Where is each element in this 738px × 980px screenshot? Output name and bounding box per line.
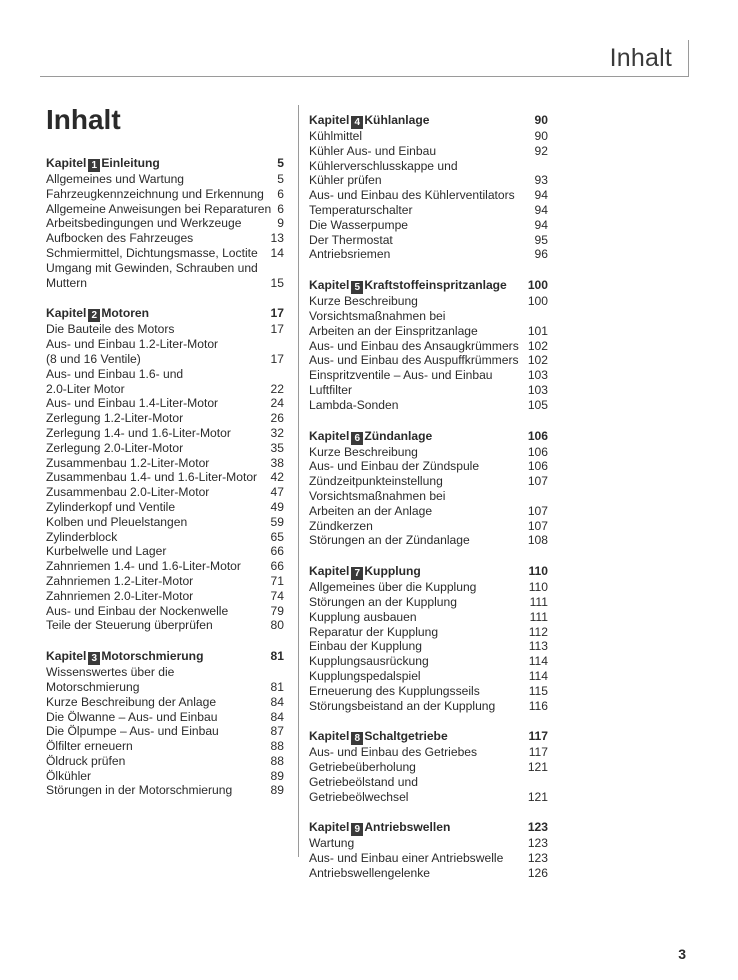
toc-entry[interactable] — [46, 665, 284, 680]
toc-entry-page: 38 — [270, 455, 284, 470]
toc-entry-title: Erneuerung des Kupplungsseils — [309, 683, 480, 698]
chapter-prefix: Kapitel — [309, 113, 350, 127]
toc-entry[interactable] — [46, 411, 284, 426]
chapter-heading[interactable] — [46, 156, 284, 172]
toc-entry[interactable] — [309, 836, 548, 851]
toc-entry[interactable] — [309, 610, 548, 625]
toc-entry-title: Aus- und Einbau des Auspuffkrümmers — [309, 353, 519, 368]
toc-entry-title: Getriebeüberholung — [309, 760, 416, 775]
toc-entry-title: Kupplung ausbauen — [309, 609, 417, 624]
toc-entry[interactable] — [46, 172, 284, 187]
toc-entry-title: Die Ölpumpe – Aus- und Einbau — [46, 724, 219, 739]
toc-entry[interactable] — [46, 739, 284, 754]
chapter-title: Kraftstoffeinspritzanlage — [364, 278, 507, 293]
toc-entry-title: Temperaturschalter — [309, 202, 413, 217]
toc-entry-page: 24 — [270, 396, 284, 411]
toc-entry-title: Ölkühler — [46, 768, 92, 783]
chapter-title: Schaltgetriebe — [364, 729, 448, 744]
toc-entry[interactable] — [309, 580, 548, 595]
toc-entry[interactable] — [309, 459, 548, 474]
chapter-prefix: Kapitel — [46, 156, 87, 170]
chapter-number-badge: 5 — [351, 281, 363, 294]
chapter-page-number: 81 — [270, 649, 284, 664]
chapter-prefix: Kapitel — [309, 278, 350, 293]
toc-entry-title: Zerlegung 1.4- und 1.6-Liter-Motor — [46, 425, 231, 440]
toc-entry[interactable] — [46, 396, 284, 411]
chapter-heading-label — [46, 156, 275, 172]
toc-entry[interactable] — [309, 669, 548, 684]
toc-entry[interactable] — [309, 519, 548, 534]
toc-entry-page: 111 — [529, 594, 548, 609]
chapter-prefix: Kapitel — [309, 729, 350, 744]
toc-entry[interactable] — [46, 695, 284, 710]
toc-entry[interactable] — [309, 851, 548, 866]
toc-entry-title: Zusammenbau 1.4- und 1.6-Liter-Motor — [46, 470, 258, 485]
chapter-heading[interactable] — [309, 113, 548, 129]
toc-entry[interactable] — [46, 187, 284, 202]
toc-entry-title: Zündkerzen — [309, 518, 373, 533]
toc-entry[interactable] — [309, 324, 548, 339]
toc-entry-title: Die Ölwanne – Aus- und Einbau — [46, 709, 218, 724]
toc-entry-title: Zerlegung 1.2-Liter-Motor — [46, 411, 184, 426]
toc-entry-title: Allgemeines und Wartung — [46, 172, 185, 186]
toc-entry[interactable] — [46, 618, 284, 633]
toc-entry[interactable] — [309, 595, 548, 610]
toc-entry-title: Zusammenbau 2.0-Liter-Motor — [46, 485, 210, 500]
toc-entry-title: Muttern — [46, 275, 87, 290]
toc-entry-page: 22 — [270, 381, 284, 396]
toc-entry-title: Vorsichtsmaßnahmen bei — [309, 308, 446, 323]
toc-entry-page: 94 — [534, 202, 548, 217]
chapter-number-badge: 6 — [351, 432, 363, 445]
toc-entry-page: 114 — [528, 654, 548, 669]
toc-entry-page: 26 — [270, 411, 284, 426]
toc-entry[interactable] — [46, 337, 284, 352]
chapter-title: Zündanlage — [364, 428, 433, 443]
toc-entry[interactable] — [309, 247, 548, 262]
chapter-page-number: 123 — [527, 820, 548, 835]
toc-entry-page: 14 — [270, 245, 284, 260]
chapter-page-number: 90 — [534, 113, 548, 127]
toc-entry[interactable] — [309, 203, 548, 218]
toc-chapter-9 — [309, 820, 548, 880]
toc-entry-title: Fahrzeugkennzeichnung und Erkennung — [46, 186, 264, 201]
toc-entry-title: Kupplungsausrückung — [309, 654, 429, 669]
toc-entry[interactable] — [309, 353, 548, 368]
toc-chapter-2 — [46, 306, 284, 633]
toc-entry-page: 17 — [270, 351, 284, 366]
toc-entry-page: 6 — [277, 201, 284, 216]
toc-entry[interactable] — [46, 530, 284, 545]
toc-entry[interactable] — [46, 426, 284, 441]
toc-entry-title: Kühlerverschlusskappe und — [309, 158, 458, 173]
chapter-heading[interactable] — [309, 429, 548, 445]
chapter-heading-label — [309, 113, 533, 129]
toc-chapter-1 — [46, 156, 284, 290]
toc-entry-title: Kurbelwelle und Lager — [46, 544, 167, 559]
toc-entry-title: Getriebeölstand und — [309, 774, 418, 789]
toc-entry[interactable] — [46, 352, 284, 367]
chapter-number-badge: 8 — [351, 732, 363, 745]
toc-entry-title: Kurze Beschreibung — [309, 444, 418, 459]
toc-entry-page: 93 — [534, 173, 548, 188]
chapter-heading[interactable] — [309, 564, 548, 580]
toc-entry[interactable] — [46, 604, 284, 619]
toc-entry-page: 108 — [527, 533, 548, 548]
toc-entry-title: Aus- und Einbau einer Antriebswelle — [309, 851, 504, 866]
toc-entry[interactable] — [309, 159, 548, 174]
toc-entry[interactable] — [46, 470, 284, 485]
toc-entry[interactable] — [46, 680, 284, 695]
toc-entry-title: Störungen an der Kupplung — [309, 594, 457, 609]
chapter-heading-label — [309, 278, 526, 294]
toc-entry-title: Ölfilter erneuern — [46, 739, 133, 754]
toc-entry[interactable] — [309, 775, 548, 790]
toc-entry-page: 103 — [527, 368, 548, 383]
toc-entry-page: 32 — [270, 425, 284, 440]
toc-entry-page: 74 — [270, 588, 284, 603]
chapter-title: Motoren — [101, 306, 150, 321]
toc-entry[interactable] — [46, 246, 284, 261]
toc-entry[interactable] — [46, 441, 284, 456]
toc-entry-page: 106 — [527, 459, 548, 474]
toc-entry-title: Aus- und Einbau des Getriebes — [309, 745, 478, 760]
chapter-prefix: Kapitel — [46, 306, 87, 321]
toc-entry-title: Kurze Beschreibung — [309, 294, 418, 309]
toc-entry-page: 110 — [528, 580, 548, 595]
toc-entry[interactable] — [309, 625, 548, 640]
toc-entry[interactable] — [309, 504, 548, 519]
toc-entry-title: Zahnriemen 2.0-Liter-Motor — [46, 588, 194, 603]
toc-entry-title: Antriebswellengelenke — [309, 866, 431, 881]
toc-entry[interactable] — [309, 699, 548, 714]
toc-entry-page: 115 — [528, 683, 548, 698]
toc-entry[interactable] — [46, 544, 284, 559]
toc-entry-title: Getriebeölwechsel — [309, 789, 409, 804]
chapter-page-number: 100 — [527, 278, 548, 293]
toc-entry-title: (8 und 16 Ventile) — [46, 351, 141, 366]
toc-entry-title: Einspritzventile – Aus- und Einbau — [309, 368, 493, 383]
toc-entry-title: Schmiermittel, Dichtungsmasse, Loctite — [46, 245, 258, 260]
toc-entry[interactable] — [46, 589, 284, 604]
toc-entry-page: 117 — [528, 745, 548, 760]
toc-entry[interactable] — [46, 783, 284, 798]
toc-entry[interactable] — [46, 276, 284, 291]
toc-entry-title: Motorschmierung — [46, 679, 140, 694]
page-title: Inhalt — [46, 104, 121, 135]
chapter-heading-label — [309, 729, 526, 745]
chapter-number-badge: 1 — [88, 159, 100, 172]
toc-entry[interactable] — [309, 866, 548, 881]
toc-chapter-8 — [309, 729, 548, 804]
chapter-heading[interactable] — [309, 729, 548, 745]
toc-chapter-4 — [309, 113, 548, 262]
toc-entry-title: Störungen in der Motorschmierung — [46, 783, 233, 798]
toc-entry-page: 90 — [534, 129, 548, 143]
toc-entry[interactable] — [46, 202, 284, 217]
chapter-title: Einleitung — [101, 156, 160, 170]
toc-entry-title: Die Bauteile des Motors — [46, 322, 175, 337]
toc-entry-page: 113 — [528, 639, 548, 654]
toc-entry-page: 84 — [270, 709, 284, 724]
toc-entry-title: Zylinderblock — [46, 529, 118, 544]
header-vertical-rule — [688, 40, 689, 77]
toc-entry-title: Aus- und Einbau 1.4-Liter-Motor — [46, 396, 219, 411]
toc-entry-page: 103 — [527, 382, 548, 397]
toc-entry-title: Wartung — [309, 836, 355, 851]
toc-entry-page: 59 — [270, 514, 284, 529]
toc-entry-page: 92 — [534, 143, 548, 158]
toc-entry-page: 6 — [277, 186, 284, 201]
toc-entry[interactable] — [309, 654, 548, 669]
chapter-prefix: Kapitel — [309, 564, 350, 579]
toc-entry-page: 81 — [270, 679, 284, 694]
chapter-heading-label — [309, 820, 526, 836]
toc-entry[interactable] — [46, 515, 284, 530]
toc-entry[interactable] — [309, 533, 548, 548]
toc-entry-title: 2.0-Liter Motor — [46, 381, 125, 396]
column-divider — [298, 105, 299, 857]
chapter-heading-label — [46, 306, 269, 322]
toc-entry[interactable] — [309, 339, 548, 354]
toc-entry-page: 88 — [270, 753, 284, 768]
toc-entry-page: 114 — [528, 668, 548, 683]
toc-entry-title: Reparatur der Kupplung — [309, 624, 439, 639]
toc-entry-title: Kühler prüfen — [309, 173, 382, 188]
toc-entry-title: Zahnriemen 1.4- und 1.6-Liter-Motor — [46, 559, 241, 574]
toc-entry-title: Aus- und Einbau 1.2-Liter-Motor — [46, 337, 219, 352]
toc-entry[interactable] — [309, 309, 548, 324]
toc-entry-page: 96 — [534, 247, 548, 262]
toc-entry[interactable] — [309, 294, 548, 309]
toc-entry[interactable] — [46, 456, 284, 471]
toc-entry-page: 102 — [527, 353, 548, 368]
chapter-title: Motorschmierung — [101, 649, 204, 664]
toc-entry[interactable] — [309, 144, 548, 159]
toc-entry-title: Aus- und Einbau der Nockenwelle — [46, 603, 229, 618]
toc-entry-page: 95 — [534, 232, 548, 247]
chapter-number-badge: 2 — [88, 309, 100, 322]
chapter-heading[interactable] — [309, 820, 548, 836]
toc-entry-page: 49 — [270, 499, 284, 514]
toc-entry-page: 102 — [527, 338, 548, 353]
toc-entry-title: Arbeiten an der Anlage — [309, 503, 433, 518]
toc-entry-page: 123 — [527, 836, 548, 851]
toc-entry[interactable] — [46, 322, 284, 337]
toc-entry[interactable] — [46, 559, 284, 574]
toc-entry-title: Allgemeines über die Kupplung — [309, 580, 477, 595]
toc-entry[interactable] — [309, 745, 548, 760]
toc-entry-title: Aus- und Einbau 1.6- und — [46, 366, 184, 381]
toc-chapter-6 — [309, 429, 548, 549]
chapter-page-number: 17 — [270, 306, 284, 321]
page-number: 3 — [678, 946, 686, 962]
toc-entry[interactable] — [309, 233, 548, 248]
toc-entry[interactable] — [46, 216, 284, 231]
toc-entry-page: 107 — [527, 474, 548, 489]
chapter-prefix: Kapitel — [309, 820, 350, 835]
toc-entry-title: Einbau der Kupplung — [309, 639, 422, 654]
toc-entry-title: Umgang mit Gewinden, Schrauben und — [46, 260, 258, 275]
toc-entry-page: 94 — [534, 188, 548, 203]
chapter-page-number: 110 — [528, 564, 548, 579]
toc-entry-title: Störungen an der Zündanlage — [309, 533, 470, 548]
toc-entry[interactable] — [46, 231, 284, 246]
toc-entry-page: 13 — [270, 231, 284, 246]
toc-left-column — [46, 156, 284, 814]
toc-entry[interactable] — [46, 574, 284, 589]
toc-entry-title: Teile der Steuerung überprüfen — [46, 618, 213, 633]
toc-entry-page: 79 — [270, 603, 284, 618]
toc-entry-page: 112 — [528, 624, 548, 639]
toc-entry-page: 42 — [270, 470, 284, 485]
toc-entry-title: Störungsbeistand an der Kupplung — [309, 698, 496, 713]
toc-entry[interactable] — [46, 754, 284, 769]
toc-entry-title: Zusammenbau 1.2-Liter-Motor — [46, 455, 210, 470]
toc-entry-page: 47 — [270, 485, 284, 500]
chapter-number-badge: 4 — [351, 116, 363, 129]
toc-entry-title: Öldruck prüfen — [46, 753, 126, 768]
toc-entry-title: Arbeitsbedingungen und Werkzeuge — [46, 216, 242, 231]
toc-entry-page: 5 — [277, 172, 284, 186]
toc-entry-page: 121 — [527, 760, 548, 775]
toc-entry[interactable] — [309, 639, 548, 654]
toc-entry[interactable] — [309, 383, 548, 398]
toc-entry-title: Aus- und Einbau der Zündspule — [309, 459, 480, 474]
toc-entry-page: 66 — [270, 559, 284, 574]
toc-entry-page: 71 — [270, 573, 284, 588]
toc-entry-page: 126 — [527, 866, 548, 881]
toc-entry-title: Zerlegung 2.0-Liter-Motor — [46, 440, 184, 455]
toc-entry[interactable] — [309, 684, 548, 699]
toc-entry[interactable] — [309, 188, 548, 203]
toc-entry-page: 89 — [270, 768, 284, 783]
toc-entry-title: Der Thermostat — [309, 232, 393, 247]
toc-entry[interactable] — [309, 398, 548, 413]
chapter-page-number: 106 — [527, 428, 548, 443]
chapter-heading[interactable] — [46, 649, 284, 665]
toc-entry-page: 105 — [527, 397, 548, 412]
toc-entry-page: 89 — [270, 783, 284, 798]
toc-chapter-5 — [309, 278, 548, 412]
toc-entry[interactable] — [309, 445, 548, 460]
chapter-number-badge: 3 — [88, 652, 100, 665]
toc-entry-page: 107 — [527, 503, 548, 518]
toc-entry-title: Allgemeine Anweisungen bei Reparaturen — [46, 201, 272, 216]
chapter-prefix: Kapitel — [46, 649, 87, 664]
chapter-title: Antriebswellen — [364, 820, 451, 835]
toc-entry-page: 101 — [527, 323, 548, 338]
chapter-heading[interactable] — [46, 306, 284, 322]
chapter-heading[interactable] — [309, 278, 548, 294]
toc-entry-page: 15 — [270, 275, 284, 290]
toc-entry[interactable] — [46, 382, 284, 397]
toc-right-column — [309, 113, 548, 897]
toc-entry-title: Aus- und Einbau des Kühlerventilators — [309, 188, 515, 203]
header-rule — [40, 76, 688, 77]
toc-chapter-3 — [46, 649, 284, 798]
toc-entry-title: Kurze Beschreibung der Anlage — [46, 694, 217, 709]
toc-entry-page: 100 — [527, 294, 548, 309]
toc-entry[interactable] — [46, 710, 284, 725]
toc-entry[interactable] — [309, 368, 548, 383]
toc-entry[interactable] — [309, 218, 548, 233]
toc-entry[interactable] — [46, 485, 284, 500]
chapter-heading-label — [46, 649, 269, 665]
toc-entry-page: 66 — [270, 544, 284, 559]
toc-entry-title: Vorsichtsmaßnahmen bei — [309, 488, 446, 503]
chapter-heading-label — [309, 429, 526, 445]
toc-entry[interactable] — [46, 724, 284, 739]
running-header-title: Inhalt — [609, 44, 672, 72]
toc-entry-page: 84 — [270, 694, 284, 709]
toc-entry[interactable] — [309, 760, 548, 775]
toc-entry-page: 9 — [277, 216, 284, 231]
toc-entry-title: Kühler Aus- und Einbau — [309, 143, 437, 158]
chapter-heading-label — [309, 564, 526, 580]
toc-entry-page: 106 — [527, 444, 548, 459]
toc-entry-page: 65 — [270, 529, 284, 544]
toc-entry-page: 35 — [270, 440, 284, 455]
toc-entry-title: Aus- und Einbau des Ansaugkrümmers — [309, 338, 519, 353]
toc-chapter-7 — [309, 564, 548, 713]
toc-entry-page: 87 — [270, 724, 284, 739]
toc-entry-page: 88 — [270, 739, 284, 754]
toc-entry-title: Kühlmittel — [309, 129, 363, 143]
toc-entry[interactable] — [309, 489, 548, 504]
toc-entry-title: Kupplungspedalspiel — [309, 668, 421, 683]
toc-entry[interactable] — [309, 173, 548, 188]
toc-entry[interactable] — [46, 367, 284, 382]
toc-entry[interactable] — [46, 769, 284, 784]
chapter-number-badge: 7 — [351, 567, 363, 580]
toc-entry-title: Aufbocken des Fahrzeuges — [46, 231, 194, 246]
toc-entry-page: 116 — [528, 698, 548, 713]
chapter-page-number: 5 — [277, 156, 284, 170]
chapter-number-badge: 9 — [351, 823, 363, 836]
toc-entry[interactable] — [46, 261, 284, 276]
toc-entry-title: Wissenswertes über die — [46, 665, 175, 680]
toc-entry-title: Zahnriemen 1.2-Liter-Motor — [46, 573, 194, 588]
toc-entry[interactable] — [309, 474, 548, 489]
toc-entry-page: 94 — [534, 217, 548, 232]
toc-entry-page: 107 — [527, 518, 548, 533]
toc-entry[interactable] — [309, 129, 548, 144]
toc-entry-page: 17 — [270, 322, 284, 337]
chapter-title: Kupplung — [364, 564, 421, 579]
toc-entry-page: 80 — [270, 618, 284, 633]
toc-entry[interactable] — [46, 500, 284, 515]
toc-entry-page: 123 — [527, 851, 548, 866]
toc-entry-title: Kolben und Pleuelstangen — [46, 514, 188, 529]
toc-entry-title: Zylinderkopf und Ventile — [46, 499, 176, 514]
toc-entry-title: Lambda-Sonden — [309, 397, 399, 412]
chapter-prefix: Kapitel — [309, 428, 350, 443]
chapter-page-number: 117 — [528, 729, 548, 744]
chapter-title: Kühlanlage — [364, 113, 430, 127]
toc-entry[interactable] — [309, 790, 548, 805]
toc-entry-page: 111 — [529, 609, 548, 624]
toc-entry-title: Antriebsriemen — [309, 247, 391, 262]
toc-entry-title: Zündzeitpunkteinstellung — [309, 474, 443, 489]
toc-entry-title: Luftfilter — [309, 382, 353, 397]
toc-entry-title: Arbeiten an der Einspritzanlage — [309, 323, 478, 338]
toc-entry-title: Die Wasserpumpe — [309, 217, 409, 232]
toc-entry-page: 121 — [527, 789, 548, 804]
